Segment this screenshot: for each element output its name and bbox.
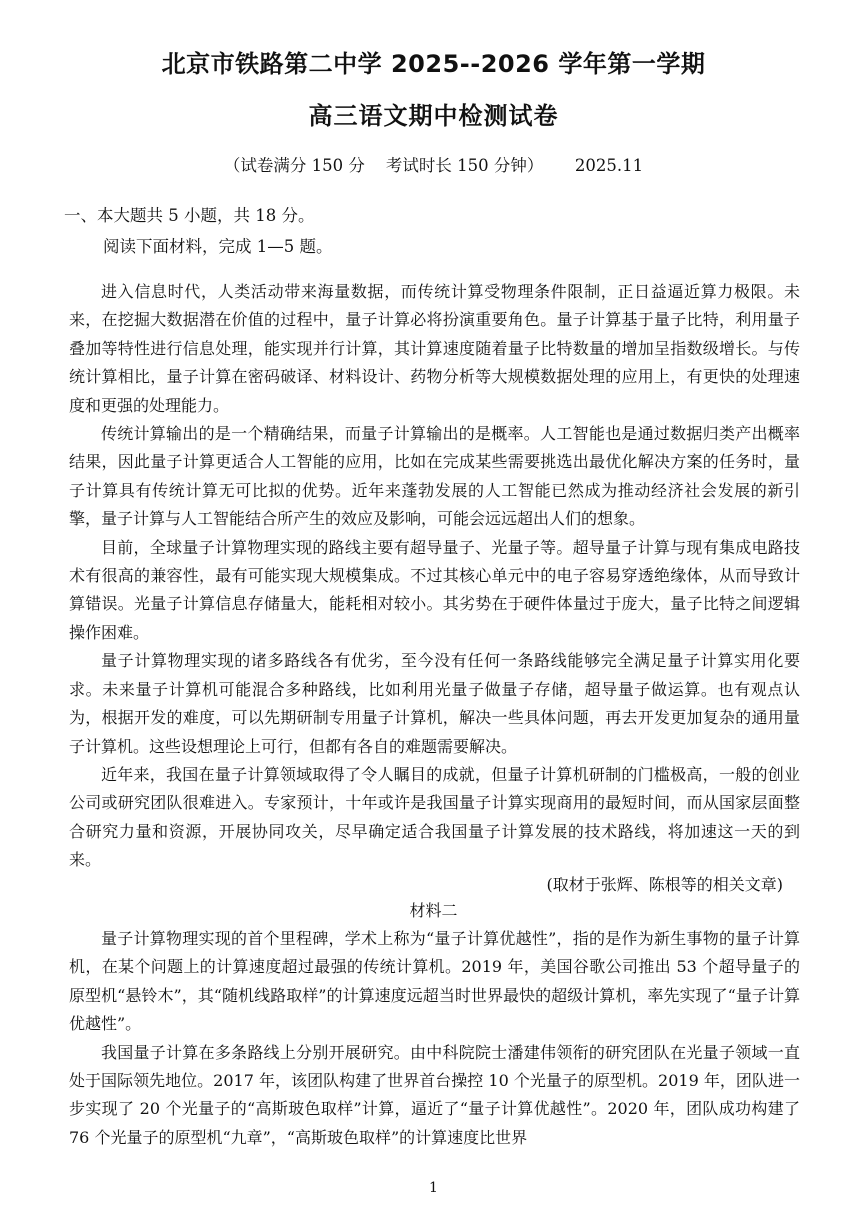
paragraph: 近年来，我国在量子计算领域取得了令人瞩目的成就，但量子计算机研制的门槛极高，一般的创业公司或研究团队很难进入。专家预计，十年或许是我国量子计算实现商用的最短时间，而从国家层面整合研究力量和资源，开展协同攻关，尽早确定适合我国量子计算发展的技术路线，将加速这一天的到来。 [69, 764, 800, 870]
material-two-label: 材料二 [409, 901, 458, 920]
material-two [69, 925, 800, 1152]
paragraph: 传统计算输出的是一个精确结果，而量子计算输出的是概率。人工智能也是通过数据归类产出概率结果，因此量子计算更适合人工智能的应用，比如在完成某些需要挑选出最优化解决方案的任务时，量子计算具有传统计算无可比拟的优势。近年来蓬勃发展的人工智能已然成为推动经济社会发展的新引擎，量子计算与人工智能结合所产生的效应及影响，可能会远远超出人们的想象。 [69, 424, 800, 529]
material-source: (取材于张辉、陈根等的相关文章) [546, 875, 783, 894]
paragraph: 我国量子计算在多条路线上分别开展研究。由中科院院士潘建伟领衔的研究团队在光量子领域一直处于国际领先地位。2017 年，该团队构建了世界首台操控 10 个光量子的原型机。2019 年，团队进一步实现了 20 个光量子的“高斯玻色取样”计算，逼近了“量子计算优越性”。2020 年，团队成功构建了 76 个光量子的原型机“九章”，“高斯玻色取样”的计算速度比世界 [69, 1042, 800, 1147]
section-instruction: 阅读下面材料，完成 1—5 题。 [103, 237, 333, 256]
exam-subtitle: 高三语文期中检测试卷 [308, 102, 559, 130]
page-number: 1 [429, 1180, 438, 1196]
exam-info: （试卷满分 150 分 考试时长 150 分钟） 2025.11 [223, 156, 644, 175]
paragraph: 目前，全球量子计算物理实现的路线主要有超导量子、光量子等。超导量子计算与现有集成电路技术有很高的兼容性，最有可能实现大规模集成。不过其核心单元中的电子容易穿透绝缘体，从而导致计算错误。光量子计算信息存储量大，能耗相对较小。其劣势在于硬件体量过于庞大，量子比特之间逻辑操作困难。 [69, 537, 800, 642]
section-heading: 一、本大题共 5 小题，共 18 分。 [64, 206, 315, 225]
paragraph: 量子计算物理实现的诸多路线各有优劣，至今没有任何一条路线能够完全满足量子计算实用化要求。未来量子计算机可能混合多种路线，比如利用光量子做量子存储，超导量子做运算。也有观点认为，根据开发的难度，可以先期研制专用量子计算机，解决一些具体问题，再去开发更加复杂的通用量子计算机。这些设想理论上可行，但都有各自的难题需要解决。 [69, 651, 800, 756]
material-one [69, 278, 800, 875]
exam-title: 北京市铁路第二中学 2025--2026 学年第一学期 [161, 50, 706, 78]
paragraph: 量子计算物理实现的首个里程碑，学术上称为“量子计算优越性”，指的是作为新生事物的量子计算机，在某个问题上的计算速度超过最强的传统计算机。2019 年，美国谷歌公司推出 53 个超导量子的原型机“悬铃木”，其“随机线路取样”的计算速度远超当时世界最快的超级计算机，率先实现了“量子计算优越性”。 [69, 929, 800, 1034]
paragraph: 进入信息时代，人类活动带来海量数据，而传统计算受物理条件限制，正日益逼近算力极限。未来，在挖掘大数据潜在价值的过程中，量子计算必将扮演重要角色。量子计算基于量子比特，利用量子叠加等特性进行信息处理，能实现并行计算，其计算速度随着量子比特数量的增加呈指数级增长。与传统计算相比，量子计算在密码破译、材料设计、药物分析等大规模数据处理的应用上，有更快的处理速度和更强的处理能力。 [69, 282, 800, 415]
